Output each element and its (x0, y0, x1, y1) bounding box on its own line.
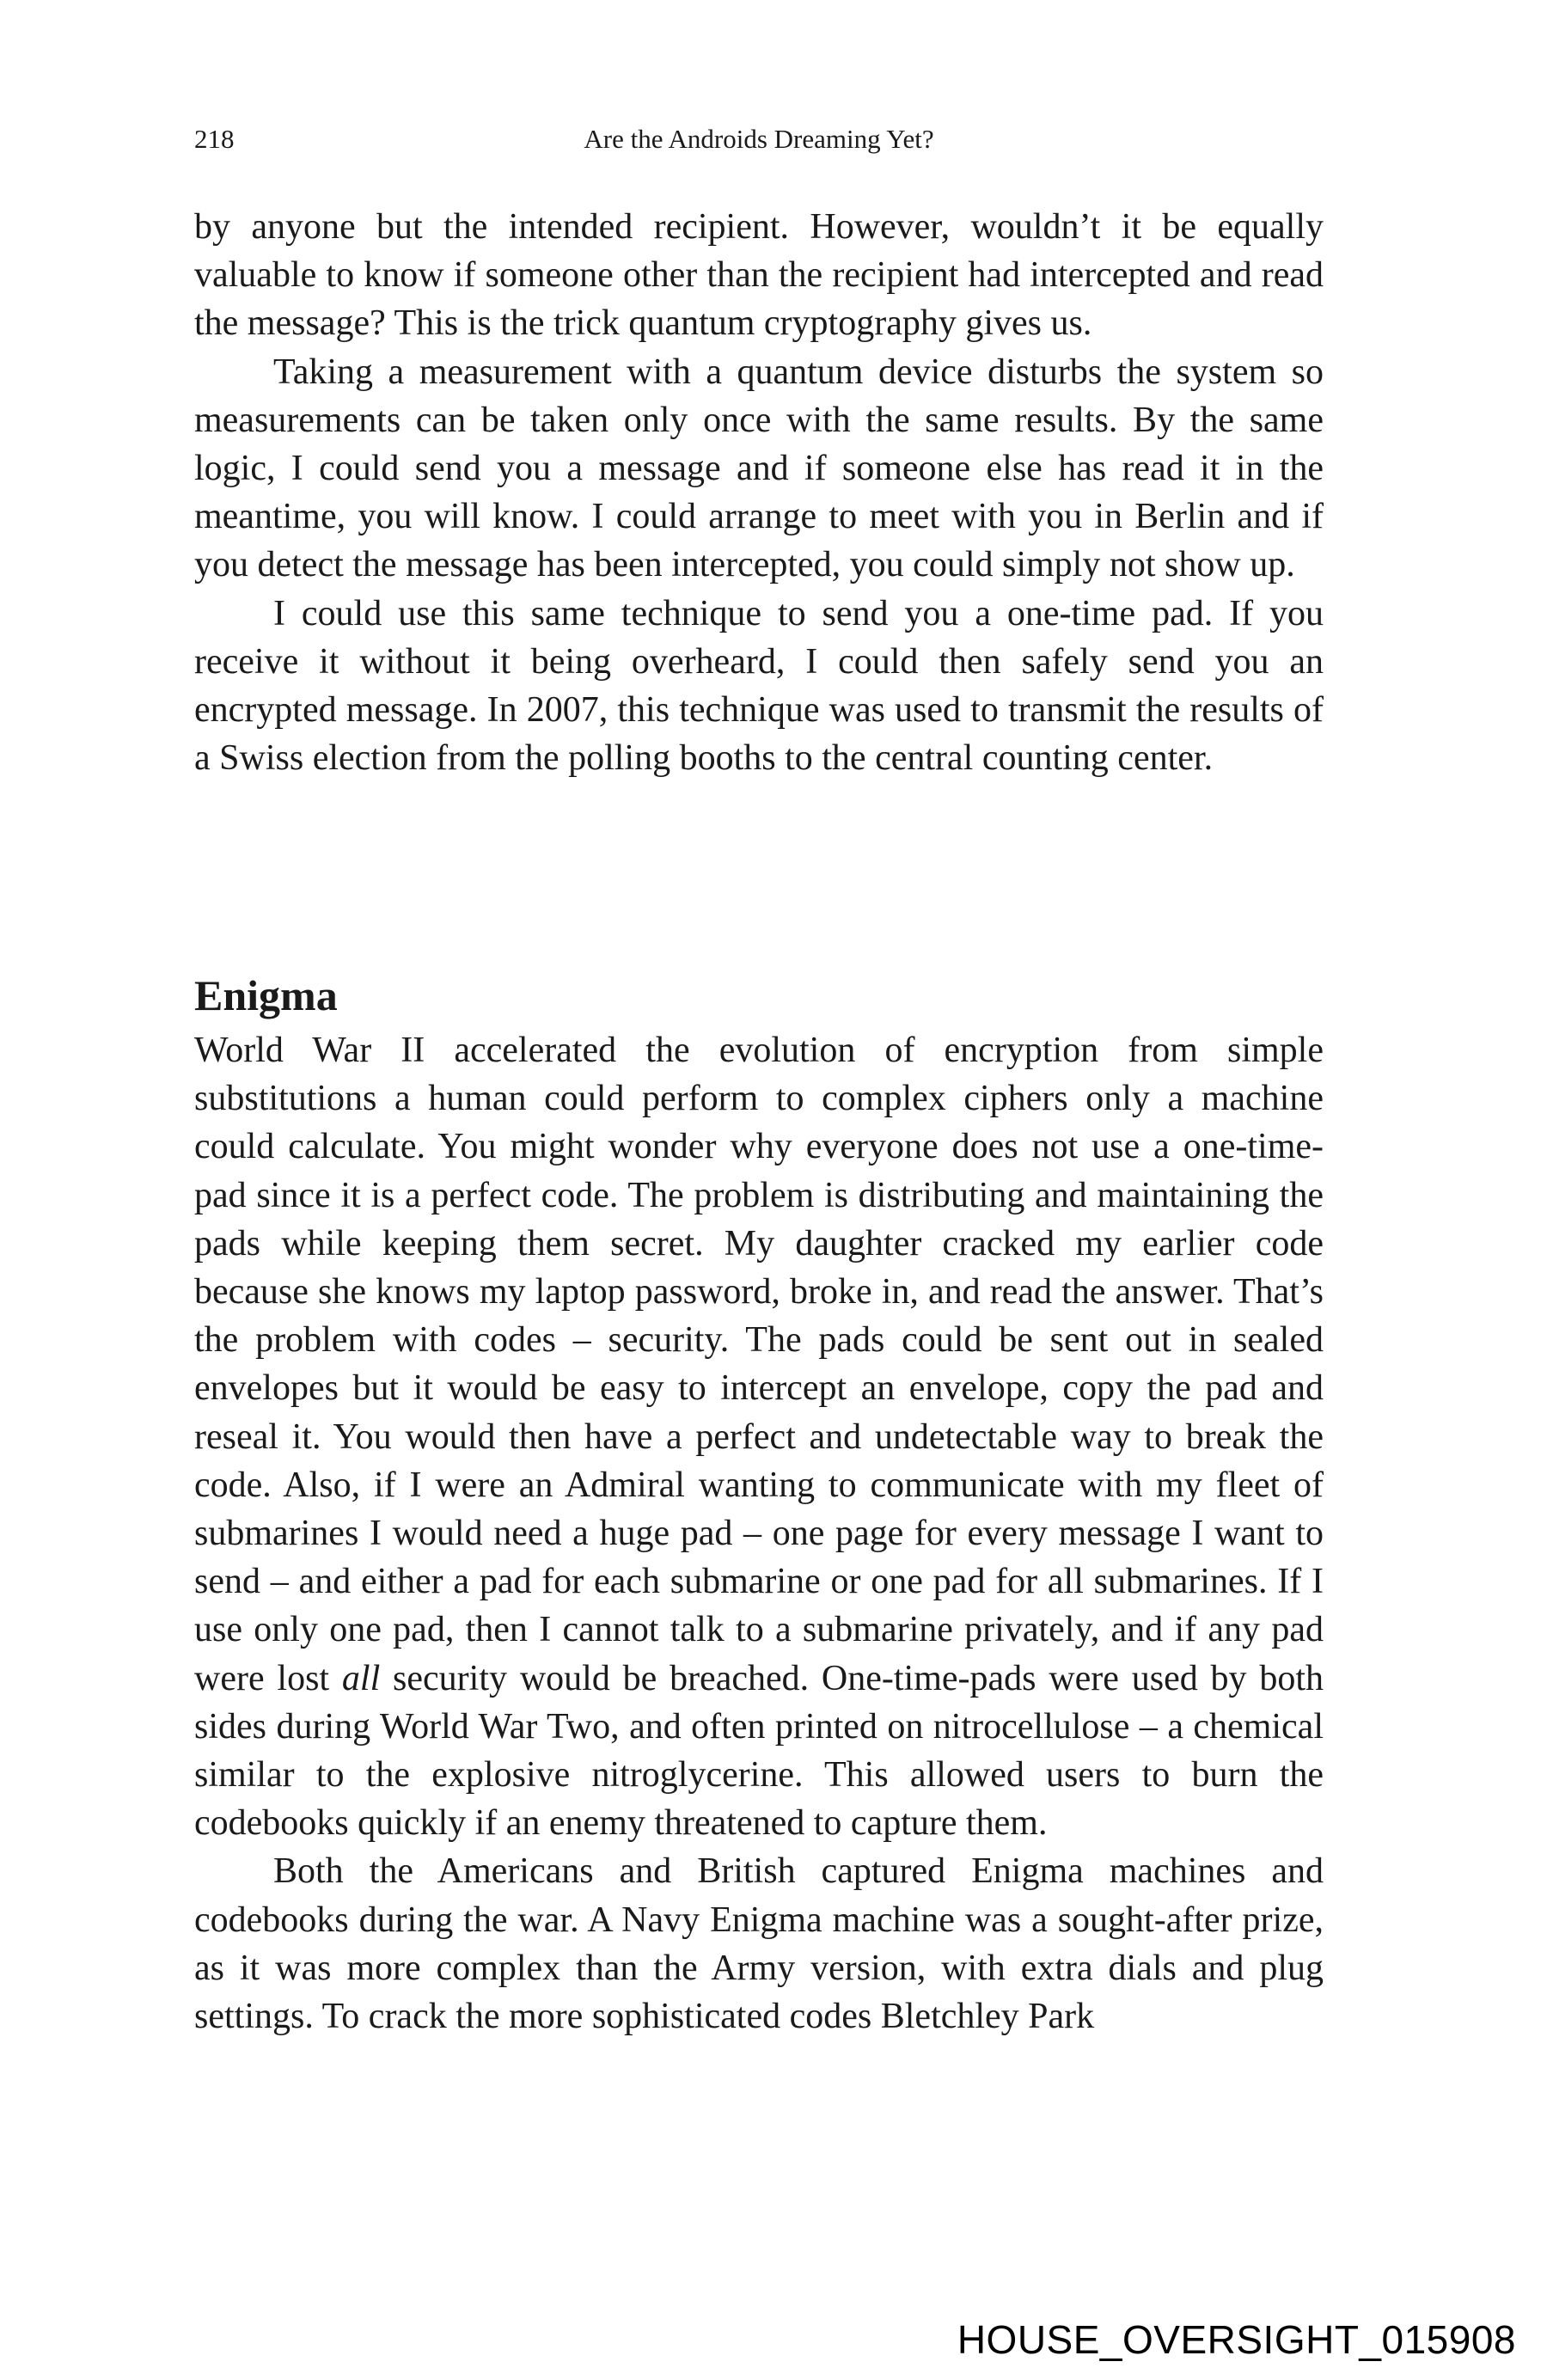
paragraph-text: security would be breached. One-time-pads were used by both sides during World War Two, and often printed on nitrocellulose – a chemical similar to the explosive nitroglycerine. This allowed users to burn the codebooks quickly if an enemy threatened to capture them. (194, 1658, 1324, 1844)
page-number: 218 (194, 124, 235, 154)
paragraph: Both the Americans and British captured Enigma machines and codebooks during the war. A Navy Enigma machine was a sought-after prize, as it was more complex than the Army version, with extra dials and plug settings. To crack the more sophisticated codes Bletchley Park (194, 1851, 1324, 2037)
running-header (194, 120, 1324, 158)
section-heading: Enigma (194, 971, 338, 1019)
text-block-enigma (194, 1026, 1324, 2040)
paragraph: Taking a measurement with a quantum device disturbs the system so measurements can be taken only once with the same results. By the same logic, I could send you a message and if someone else has read it in the meantime, you will know. I could arrange to meet with you in Berlin and if you detect the message has been intercepted, you could simply not show up. (194, 352, 1324, 585)
paragraph: by anyone but the intended recipient. However, wouldn’t it be equally valuable to know if someone other than the recipient had intercepted and read the message? This is the trick quantum cryptography gives us. (194, 207, 1324, 344)
paragraph (194, 1026, 1324, 1847)
paragraph-text: World War II accelerated the evolution of encryption from simple substitutions a human could perform to complex ciphers only a machine could calculate. You might wonder why everyone does not use a one-time-pad since it is a perfect code. The problem is distributing and maintaining the pads while keeping them secret. My daughter cracked my earlier code because she knows my laptop password, broke in, and read the answer. That’s the problem with codes – security. The pads could be sent out in sealed envelopes but it would be easy to intercept an envelope, copy the pad and reseal it. You would then have a perfect and undetectable way to break the code. Also, if I were an Admiral wanting to communicate with my fleet of submarines I would need a huge pad – one page for every message I want to send – and either a pad for each submarine or one pad for all submarines. If I use only one pad, then I cannot talk to a submarine privately, and if any pad were lost (194, 1031, 1324, 1698)
emphasis-text: all (341, 1658, 381, 1698)
book-title: Are the Androids Dreaming Yet? (584, 124, 934, 154)
paragraph: I could use this same technique to send you a one-time pad. If you receive it without it being overheard, I could then safely send you an encrypted message. In 2007, this technique was used to transmit the results of a Swiss election from the polling booths to the central counting center. (194, 593, 1324, 779)
bates-number: HOUSE_OVERSIGHT_015908 (957, 2317, 1516, 2362)
text-block-quantum-cryptography (194, 203, 1324, 782)
